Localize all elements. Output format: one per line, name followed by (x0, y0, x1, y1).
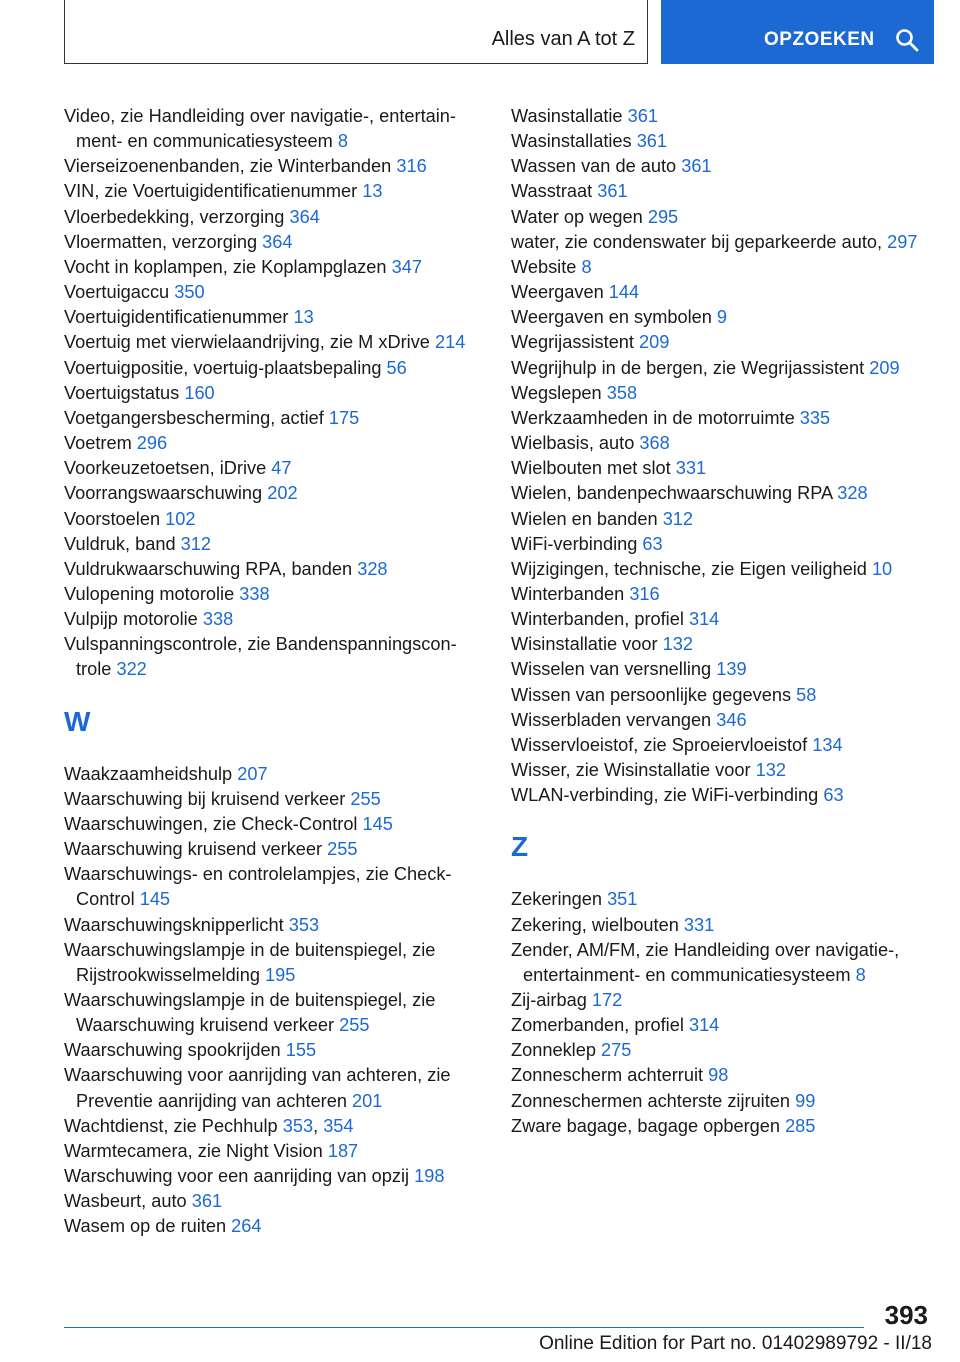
index-entry-text: Werkzaamheden in de motorruimte (511, 407, 795, 428)
index-entry-text: Voorrangswaarschuwing (64, 483, 263, 504)
page-reference-link[interactable]: 56 (386, 357, 407, 378)
page-reference-link[interactable]: 328 (357, 558, 388, 579)
footer-edition-text: Online Edition for Part no. 01402989792 - II/18 (539, 1333, 932, 1354)
page-reference-link[interactable]: 331 (683, 914, 715, 935)
index-entry (511, 431, 931, 456)
page-reference-link[interactable]: 338 (239, 583, 270, 604)
index-entry-text: Zware bagage, bagage opbergen (511, 1115, 780, 1136)
page-reference-link[interactable]: 47 (271, 458, 292, 479)
index-entry-text: Waarschuwingsknipperlicht (64, 914, 284, 935)
index-entry-text: Voertuig met vierwielaandrijving, zie M xDrive (64, 332, 430, 353)
page-reference-link[interactable]: 338 (202, 609, 234, 630)
index-entry (64, 607, 484, 632)
index-entry-text: Wegslepen (511, 382, 602, 403)
index-entry-text: Waarschuwing voor aanrijding van achteren, zie Preventie aanrijding van achteren (64, 1065, 451, 1111)
index-entry-text: Zonneklep (511, 1040, 596, 1061)
index-entry-text: Zonnescherm achterruit (511, 1065, 704, 1086)
index-entry-text: Weergaven (511, 282, 604, 303)
index-entry (511, 381, 931, 406)
index-entry-text: Vulpijp motorolie (64, 609, 198, 630)
index-entry-text: Warschuwing voor een aanrijding van opzij (64, 1166, 410, 1187)
page-reference-link[interactable]: 201 (352, 1090, 383, 1111)
index-entry-text: Waarschuwing kruisend verkeer (64, 839, 323, 860)
index-entry (511, 657, 931, 682)
index-entry (64, 1139, 484, 1164)
index-entry-text: Zender, AM/FM, zie Handleiding over navigatie-, entertainment- en communicatiesysteem (511, 939, 900, 985)
index-entry-text: Winterbanden, profiel (511, 609, 684, 630)
index-entry-text: Voorkeuzetoetsen, iDrive (64, 458, 267, 479)
page-reference-link[interactable]: 8 (337, 131, 348, 152)
page-reference-link[interactable]: 314 (688, 1015, 720, 1036)
index-entry (511, 1038, 931, 1063)
index-entry (64, 862, 484, 912)
top-navigation (64, 0, 934, 64)
index-entry-text: Video, zie Handleiding over navigatie-, entertainment- en communicatiesysteem (64, 106, 456, 152)
index-entry-text: Zekeringen (511, 889, 602, 910)
page-reference-link[interactable]: 139 (716, 659, 747, 680)
index-entry-text: Voetrem (64, 433, 132, 454)
index-entry (511, 154, 931, 179)
index-entry (511, 1013, 931, 1038)
page-reference-link[interactable]: 134 (812, 734, 843, 755)
index-entry (64, 1189, 484, 1214)
page-reference-link[interactable]: 275 (601, 1040, 632, 1061)
page-reference-link[interactable]: 347 (391, 256, 422, 277)
index-entry (511, 938, 931, 988)
page-reference-link[interactable]: 202 (267, 483, 298, 504)
index-entry-text: Wassen van de auto (511, 156, 677, 177)
index-entry (64, 205, 484, 230)
index-entry (511, 683, 931, 708)
index-entry (64, 532, 484, 557)
index-entry (64, 557, 484, 582)
index-entry (511, 330, 931, 355)
index-entry-text: water, zie condenswater bij geparkeerde auto, (511, 231, 883, 252)
page-reference-link[interactable]: 316 (629, 583, 660, 604)
page-reference-link[interactable]: 322 (116, 659, 147, 680)
index-entry (64, 582, 484, 607)
index-entry (511, 481, 931, 506)
index-entry-text: Voertuigstatus (64, 382, 180, 403)
index-entry-text: Waarschuwings- en controlelampjes, zie Check-Control (64, 864, 452, 910)
page-reference-link[interactable]: 160 (184, 382, 215, 403)
index-entry-text: Vuldruk, band (64, 533, 176, 554)
page-reference-link[interactable]: 13 (362, 181, 383, 202)
index-entry (511, 758, 931, 783)
page-reference-link[interactable]: 297 (887, 231, 918, 252)
page-reference-link[interactable]: 361 (636, 131, 668, 152)
page-reference-link[interactable]: 8 (581, 256, 592, 277)
page-reference-link[interactable]: 353 (282, 1115, 314, 1136)
page-reference-link[interactable]: 264 (231, 1216, 262, 1237)
index-entry (511, 607, 931, 632)
page-reference-link[interactable]: 364 (289, 206, 320, 227)
index-entry (511, 179, 931, 204)
index-entry (64, 1214, 484, 1239)
index-entry-text: Zomerbanden, profiel (511, 1015, 684, 1036)
page-reference-link[interactable]: 98 (708, 1065, 729, 1086)
page-reference-link[interactable]: 198 (414, 1166, 445, 1187)
page-reference-link[interactable]: 354 (323, 1115, 354, 1136)
index-entry-text: Vuldrukwaarschuwing RPA, banden (64, 558, 353, 579)
index-entry (64, 456, 484, 481)
page-reference-link[interactable]: 335 (799, 407, 831, 428)
search-icon (895, 28, 919, 52)
page-reference-link[interactable]: 364 (262, 231, 293, 252)
index-entry-text: Waarschuwingen, zie Check-Control (64, 813, 358, 834)
index-entry-text: Wielbasis, auto (511, 433, 635, 454)
index-entry-text: Winterbanden (511, 583, 625, 604)
index-entry (511, 456, 931, 481)
index-entry-text: Wasinstallaties (511, 131, 632, 152)
index-entry-text: Wielen en banden (511, 508, 658, 529)
page-reference-link[interactable]: 358 (606, 382, 638, 403)
index-entry-text: Wijzigingen, technische, zie Eigen veiligheid (511, 558, 867, 579)
index-entry-text: Wachtdienst, zie Pechhulp (64, 1115, 278, 1136)
index-entry (64, 305, 484, 330)
page-reference-link[interactable]: 132 (755, 760, 786, 781)
index-letter-heading: Z (511, 831, 529, 863)
index-entry-text: Warmtecamera, zie Night Vision (64, 1140, 323, 1161)
index-entry-text: Website (511, 256, 577, 277)
index-entry (64, 330, 484, 355)
page-reference-link[interactable]: 285 (785, 1115, 816, 1136)
page-reference-link[interactable]: 361 (191, 1191, 223, 1212)
page-reference-link[interactable]: 312 (180, 533, 211, 554)
index-entry-text: Wisservloeistof, zie Sproeiervloeistof (511, 734, 808, 755)
index-entry (64, 104, 484, 154)
page-reference-link[interactable]: 102 (165, 508, 196, 529)
page-reference-link[interactable]: 207 (237, 763, 268, 784)
page-reference-link[interactable]: 175 (328, 407, 360, 428)
index-entry (64, 913, 484, 938)
index-entry-text: Wasstraat (511, 181, 593, 202)
index-entry (64, 632, 484, 682)
page-reference-link[interactable]: 314 (688, 609, 720, 630)
page-reference-link[interactable]: 145 (362, 813, 393, 834)
index-entry-text: Vloermatten, verzorging (64, 231, 258, 252)
index-entry (64, 154, 484, 179)
index-entry (64, 356, 484, 381)
page-reference-link[interactable]: 255 (327, 839, 358, 860)
page-reference-link[interactable]: 63 (642, 533, 663, 554)
index-entry (64, 837, 484, 862)
index-entry-text: Waarschuwing spookrijden (64, 1040, 281, 1061)
index-entry (64, 787, 484, 812)
index-entry (511, 733, 931, 758)
page-reference-link[interactable]: 331 (675, 458, 707, 479)
index-entry (511, 129, 931, 154)
page-reference-link[interactable]: 255 (350, 788, 381, 809)
index-entry (64, 1038, 484, 1063)
index-entry-text: Wielen, bandenpechwaarschuwing RPA (511, 483, 833, 504)
index-entry-text: Waarschuwingslampje in de buitenspiegel, zie Waarschuwing kruisend verkeer (64, 990, 436, 1036)
footer-divider (64, 1327, 864, 1328)
index-entry-text: Wisser, zie Wisinstallatie voor (511, 760, 751, 781)
index-column-right (511, 104, 931, 1139)
index-entry (64, 381, 484, 406)
index-entry-text: Waakzaamheidshulp (64, 763, 233, 784)
index-entry-text: Voetgangersbescherming, actief (64, 407, 324, 428)
page-reference-link[interactable]: 195 (265, 964, 296, 985)
index-entry (511, 230, 931, 255)
index-entry-text: Water op wegen (511, 206, 643, 227)
index-entry-text: Waarschuwingslampje in de buitenspiegel, zie Rijstrookwisselmelding (64, 939, 436, 985)
index-letter-heading: W (64, 705, 91, 737)
page-reference-link[interactable]: 187 (327, 1140, 359, 1161)
index-entry (511, 708, 931, 733)
page-reference-link[interactable]: 144 (608, 282, 640, 303)
page-reference-link[interactable]: 132 (662, 634, 693, 655)
page-reference-link[interactable]: 209 (639, 332, 670, 353)
index-entry-text: Zonneschermen achterste zijruiten (511, 1090, 791, 1111)
page-reference-link[interactable]: 353 (288, 914, 320, 935)
index-column-left (64, 104, 484, 1240)
index-entry (64, 1063, 484, 1113)
page-reference-link[interactable]: 296 (136, 433, 168, 454)
page-reference-link[interactable]: 172 (591, 990, 623, 1010)
index-entry-text: Weergaven en symbolen (511, 307, 712, 328)
index-entry (64, 280, 484, 305)
index-entry (511, 1089, 931, 1114)
page-reference-link[interactable]: 145 (139, 889, 171, 910)
index-entry (64, 988, 484, 1038)
index-entry-text: Wisselen van versnelling (511, 659, 712, 680)
page-reference-link[interactable]: 361 (627, 106, 658, 126)
index-entry-text: Voorstoelen (64, 508, 161, 529)
index-entry-text: Wasinstallatie (511, 106, 623, 126)
page-reference-link[interactable]: 312 (662, 508, 694, 529)
index-entry (64, 762, 484, 787)
index-entry-text: WiFi-verbinding (511, 533, 638, 554)
index-entry-text: Vulopening motorolie (64, 583, 235, 604)
index-entry (511, 356, 931, 381)
page-reference-link[interactable]: 214 (434, 332, 466, 353)
page-reference-link[interactable]: 361 (597, 181, 628, 202)
index-entry (511, 205, 931, 230)
index-entry (511, 104, 931, 129)
page-reference-link[interactable]: 8 (855, 964, 866, 985)
page-reference-link[interactable]: 9 (716, 307, 728, 328)
index-entry-text: Vierseizoenenbanden, zie Winterbanden (64, 156, 392, 177)
index-entry (511, 913, 931, 938)
page-reference-link[interactable]: 63 (823, 785, 844, 806)
page-reference-link[interactable]: 295 (647, 206, 679, 227)
index-entry-text: Wegrijhulp in de bergen, zie Wegrijassistent (511, 357, 865, 378)
index-entry (64, 406, 484, 431)
page-reference-link[interactable]: 13 (293, 307, 314, 328)
page-reference-link[interactable]: 58 (796, 684, 817, 705)
index-entry-text: Wisinstallatie voor (511, 634, 658, 655)
page-reference-link[interactable]: 350 (174, 282, 205, 303)
page-reference-link[interactable]: 99 (795, 1090, 816, 1111)
index-entry-text: Wissen van persoonlijke gegevens (511, 684, 792, 705)
index-entry (64, 507, 484, 532)
index-entry-text: Voertuigpositie, voertuig-plaatsbepaling (64, 357, 382, 378)
page-reference-link[interactable]: 328 (837, 483, 868, 504)
search-button[interactable] (661, 0, 934, 64)
index-entry-text: Voertuigaccu (64, 282, 170, 303)
index-entry (511, 532, 931, 557)
index-entry (64, 1164, 484, 1189)
index-entry (511, 632, 931, 657)
index-entry (511, 582, 931, 607)
index-entry-text: Waarschuwing bij kruisend verkeer (64, 788, 346, 809)
page-reference-link[interactable]: 316 (396, 156, 427, 177)
index-entry (511, 305, 931, 330)
index-entry-text: Voertuigidentificatienummer (64, 307, 289, 328)
index-entry-text: Vloerbedekking, verzorging (64, 206, 285, 227)
index-entry-text: WLAN-verbinding, zie WiFi-verbinding (511, 785, 819, 806)
index-entry (511, 988, 931, 1013)
index-entry (64, 431, 484, 456)
index-entry (64, 481, 484, 506)
page-reference-link[interactable]: 361 (681, 156, 712, 177)
index-entry (511, 1114, 931, 1139)
search-button-label: OPZOEKEN (764, 29, 875, 50)
index-entry-text: Wisserbladen vervangen (511, 709, 712, 730)
index-entry-text: Zij-airbag (511, 990, 587, 1010)
index-entry-text: Zekering, wielbouten (511, 914, 679, 935)
page-reference-link[interactable]: 351 (607, 889, 638, 910)
a-to-z-tab[interactable] (64, 0, 648, 64)
index-entry (511, 280, 931, 305)
index-entry (511, 783, 931, 808)
index-entry-text: VIN, zie Voertuigidentificatienummer (64, 181, 358, 202)
index-entry-text: Wielbouten met slot (511, 458, 671, 479)
index-entry (511, 557, 931, 582)
index-entry-text: Wasbeurt, auto (64, 1191, 187, 1212)
page-reference-link[interactable]: 209 (869, 357, 900, 378)
index-entry (511, 406, 931, 431)
index-entry (511, 507, 931, 532)
index-entry (511, 887, 931, 912)
page-reference-link[interactable]: 368 (639, 433, 670, 454)
index-entry (64, 255, 484, 280)
page-reference-link[interactable]: 10 (871, 558, 893, 579)
page-number: 393 (884, 1300, 928, 1330)
index-entry-text: Vocht in koplampen, zie Koplampglazen (64, 256, 387, 277)
index-entry-text: Vulspanningscontrole, zie Bandenspanningscontrole (64, 634, 457, 680)
page-reference-link[interactable]: 255 (339, 1015, 370, 1036)
index-entry-text: Wasem op de ruiten (64, 1216, 227, 1237)
index-entry (64, 230, 484, 255)
index-entry (64, 938, 484, 988)
index-entry: Wachtdienst, zie Pechhulp 353, 354 (64, 1115, 354, 1136)
index-entry (64, 179, 484, 204)
index-entry (64, 812, 484, 837)
index-entry-text: Wegrijassistent (511, 332, 634, 353)
index-entry (511, 255, 931, 280)
a-to-z-tab-label: Alles van A tot Z (491, 28, 635, 50)
page-reference-link[interactable]: 346 (716, 709, 747, 730)
index-entry (511, 1063, 931, 1088)
page-reference-link[interactable]: 155 (285, 1040, 317, 1061)
